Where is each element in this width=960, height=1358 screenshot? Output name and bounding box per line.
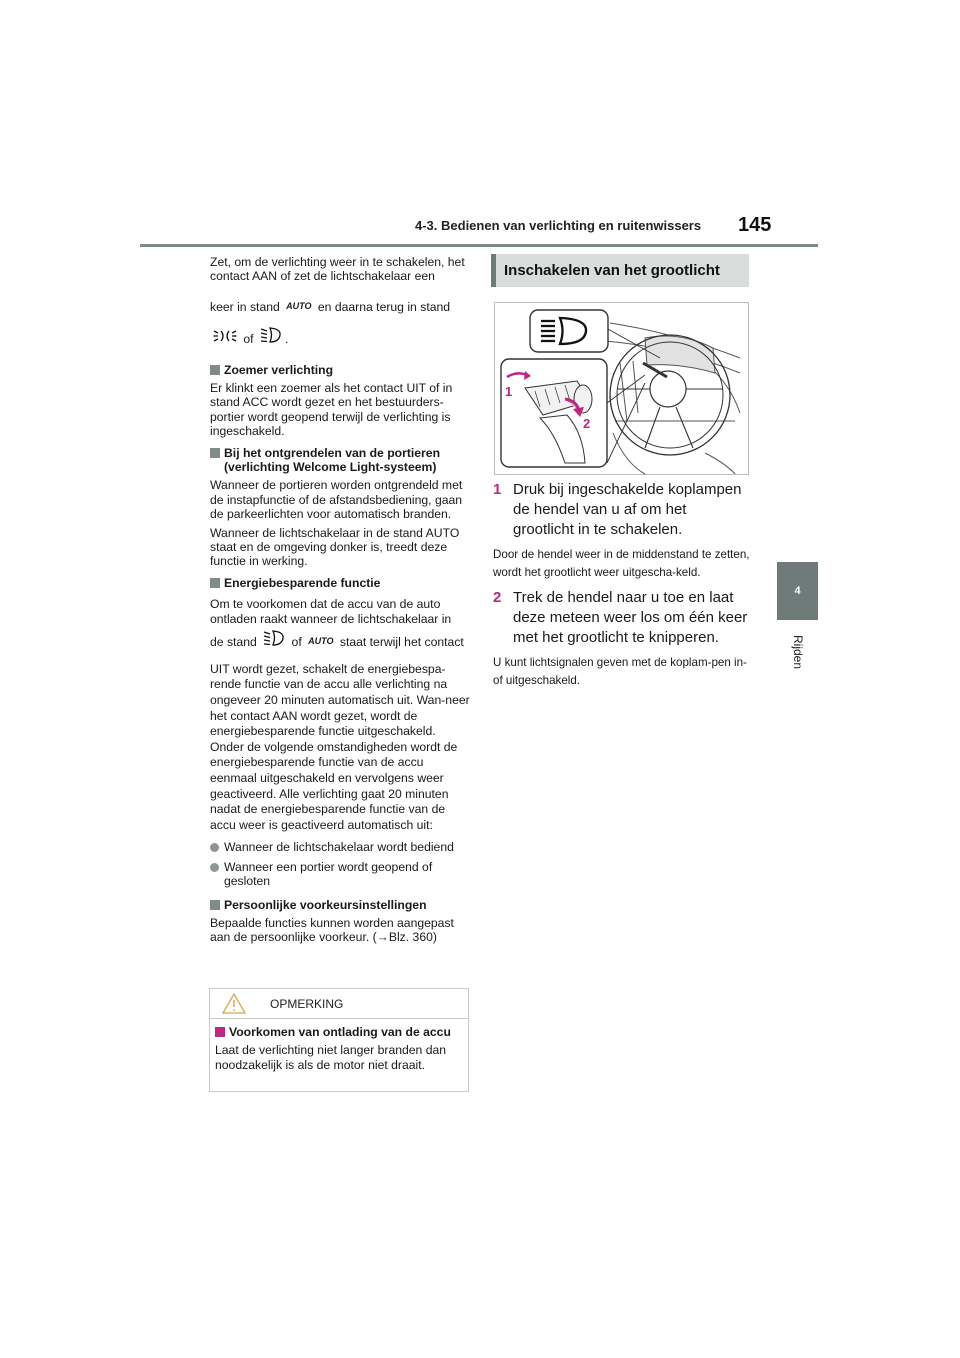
- intro-paragraph-c: [210, 324, 470, 355]
- list-item: [210, 860, 470, 889]
- step-item: [493, 480, 751, 540]
- welcome-heading-text: Bij het ontgrendelen van de portieren (verlichting Welcome Light-systeem): [224, 445, 441, 475]
- low-beam-icon: [263, 628, 285, 658]
- parking-lights-icon: [213, 325, 237, 355]
- note-heading-text: Voorkomen van ontlading van de accu: [229, 1025, 451, 1039]
- low-beam-icon: [260, 325, 282, 355]
- note-heading: [215, 1025, 463, 1039]
- energy-text-2c: staat terwijl het contact: [339, 635, 464, 650]
- list-item: [210, 840, 470, 854]
- energy-heading-text: Energiebesparende functie: [224, 575, 381, 590]
- intro-text-c-end: .: [284, 331, 289, 346]
- square-bullet-icon: [215, 1027, 225, 1037]
- header-rule: [140, 244, 818, 247]
- note-header: [210, 989, 468, 1019]
- welcome-text-1: Wanneer de portieren worden ontgrendeld met de instapfunctie of de afstandsbediening, gaan de parkeerlichten voor automatisch branden.: [210, 478, 463, 522]
- step-note: Door de hendel weer in de middenstand te zetten, wordt het grootlicht weer uitgescha-keld.: [493, 548, 750, 579]
- round-bullet-icon: [210, 863, 219, 872]
- energy-heading: [210, 576, 470, 590]
- auto-symbol-icon: AUTO: [308, 636, 334, 647]
- note-box: [209, 988, 469, 1092]
- energy-text-3: UIT wordt gezet, schakelt de energiebespa-rende functie van de accu alle verlichting na ongeveer 20 minuten automatisch uit. Wan-neer het contact AAN wordt gezet, wordt de energiebesparende functie uitgeschakeld. Onder de volgende omstandigheden wordt de energiebesparende functie van de accu eenmaal uitgeschakeld en vervolgens weer geactiveerd. Alle verlichting gaat 20 minuten nadat de energiebesparende functie van de accu weer is geactiveerd automatisch uit:: [210, 661, 470, 832]
- buzzer-text: Er klinkt een zoemer als het contact UIT of in stand ACC wordt gezet en het bestuurders-portier wordt geopend terwijl de verlichting is ingeschakeld.: [210, 381, 453, 439]
- auto-symbol-icon: AUTO: [286, 300, 312, 311]
- energy-text-2b: of: [291, 635, 302, 650]
- intro-text-b2: en daarna terug in stand: [317, 299, 451, 314]
- square-bullet-icon: [210, 900, 220, 910]
- round-bullet-icon: [210, 843, 219, 852]
- energy-bullet-1: Wanneer de lichtschakelaar wordt bediend: [224, 840, 454, 855]
- note-label: OPMERKING: [270, 997, 344, 1011]
- step-item: [493, 588, 751, 648]
- welcome-text-2: Wanneer de lichtschakelaar in de stand AUTO staat en de omgeving donker is, treedt deze functie in werking.: [210, 525, 460, 569]
- chapter-number: 4: [794, 585, 801, 597]
- figure-callout-2: 2: [583, 416, 591, 431]
- intro-paragraph-a: Zet, om de verlichting weer in te schakelen, het contact AAN of zet de lichtschakelaar een: [210, 255, 465, 284]
- steering-lever-figure: [494, 302, 749, 475]
- personal-heading-text: Persoonlijke voorkeursinstellingen: [224, 897, 427, 912]
- square-bullet-icon: [210, 578, 220, 588]
- chapter-tab: [777, 562, 818, 620]
- left-column: [210, 255, 470, 952]
- note-body: [210, 1019, 468, 1072]
- personal-heading: [210, 898, 470, 912]
- step-text: Trek de hendel naar u toe en laat deze meteen weer los om één keer met het grootlicht te knipperen.: [513, 589, 748, 646]
- square-bullet-icon: [210, 365, 220, 375]
- energy-text-2a: de stand: [210, 635, 257, 650]
- high-beam-heading: Inschakelen van het grootlicht: [491, 254, 749, 287]
- energy-text-1: Om te voorkomen dat de accu van de auto ontladen raakt wanneer de lichtschakelaar in: [210, 597, 452, 626]
- intro-text-c: of: [243, 331, 254, 346]
- steps-list: [493, 480, 751, 696]
- step-note: U kunt lichtsignalen geven met de koplam-pen in- of uitgeschakeld.: [493, 656, 747, 687]
- intro-paragraph-b: [210, 291, 470, 322]
- step-text: Druk bij ingeschakelde koplampen de hendel van u af om het grootlicht in te schakelen.: [513, 481, 742, 538]
- buzzer-heading: [210, 363, 470, 377]
- welcome-heading: [210, 446, 470, 475]
- page-number: 145: [738, 214, 772, 236]
- figure-callout-1: 1: [505, 384, 513, 399]
- energy-bullet-2: Wanneer een portier wordt geopend of gesloten: [224, 859, 433, 889]
- step-number: 2: [493, 589, 502, 606]
- warning-triangle-icon: [222, 993, 246, 1019]
- chapter-label-wrap: [778, 632, 818, 672]
- intro-text-b1: keer in stand: [210, 299, 280, 314]
- personal-text: Bepaalde functies kunnen worden aangepast aan de persoonlijke voorkeur. (→Blz. 360): [210, 916, 454, 945]
- energy-text-2: [210, 626, 470, 658]
- square-bullet-icon: [210, 448, 220, 458]
- section-title: 4-3. Bedienen van verlichting en ruitenwissers: [415, 218, 702, 233]
- step-number: 1: [493, 481, 502, 498]
- chapter-label: Rijden: [791, 634, 805, 670]
- buzzer-heading-text: Zoemer verlichting: [224, 362, 334, 377]
- note-text: Laat de verlichting niet langer branden dan noodzakelijk is als de motor niet draait.: [215, 1043, 447, 1072]
